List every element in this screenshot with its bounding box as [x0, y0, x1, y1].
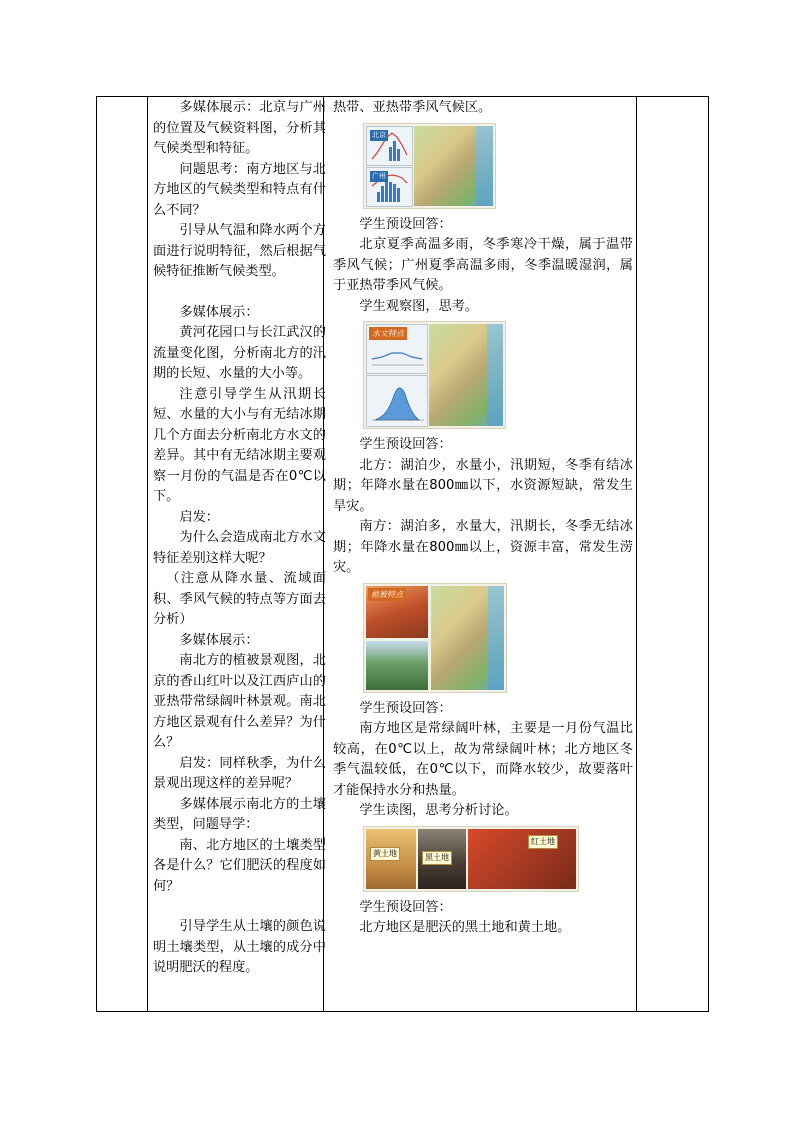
student-text: 北方：湖泊少，水量小，汛期短，冬季有结冰期；年降水量在800㎜以下，水资源短缺，常发生旱灾。 [333, 457, 633, 514]
student-text: 南方：湖泊多，水量大，汛期长，冬季无结冰期；年降水量在800㎜以上，资源丰富，常发生涝灾。 [333, 519, 633, 575]
teacher-text: （注意从降水量、流域面积、季风气候的特点等方面去分析） [153, 571, 326, 627]
soil-figure [363, 826, 579, 892]
teacher-text: 引导学生从土壤的颜色说明土壤类型，从土壤的成分中说明肥沃的程度。 [153, 919, 326, 975]
teacher-text: 启发： [179, 509, 219, 525]
teacher-text: 多媒体展示： [179, 304, 259, 320]
xiangshan-red-leaves-photo [366, 586, 428, 638]
huanghe-flow-chart [366, 324, 428, 374]
teacher-text: 南、北方地区的土壤类型各是什么？它们肥沃的程度如何？ [153, 837, 326, 894]
teacher-text: 问题思考：南方地区与北方地区的气候类型和特点有什么不同？ [153, 161, 326, 218]
changjiang-chart-graphic [367, 376, 427, 426]
column-divider [636, 97, 637, 1011]
student-text: 学生读图，思考分析讨论。 [359, 803, 518, 818]
student-text: 学生观察图，思考。 [359, 298, 479, 314]
china-map [431, 586, 504, 690]
climate-figure [363, 123, 496, 209]
student-activity-column [330, 97, 635, 939]
red-soil-label: 红土地 [528, 835, 558, 849]
hydrology-figure [363, 321, 506, 429]
loess-label: 黄土地 [370, 847, 400, 861]
beijing-climate-chart [366, 126, 413, 166]
student-text: 热带、亚热带季风气候区。 [333, 100, 492, 115]
china-map [429, 324, 503, 426]
teacher-text: 多媒体展示：北京与广州的位置及气候资料图，分析其气候类型和特征。 [153, 100, 326, 156]
vegetation-figure [363, 583, 507, 693]
black-soil-label: 黑土地 [422, 851, 452, 865]
teacher-text: 引导从气温和降水两个方面进行说明特征，然后根据气候特征推断气候类型。 [153, 223, 326, 279]
china-map [414, 126, 493, 206]
vegetation-ribbon: 植被特点 [368, 588, 406, 601]
student-text: 学生预设回答： [359, 437, 452, 452]
teacher-text: 多媒体展示： [179, 632, 259, 648]
student-text: 北方地区是肥沃的黑土地和黄土地。 [359, 920, 571, 935]
loess-photo [366, 829, 416, 889]
changjiang-flow-chart [366, 375, 428, 427]
beijing-label: 北京 [372, 130, 386, 139]
teacher-text: 启发：同样秋季，为什么景观出现这样的差异呢？ [153, 755, 326, 791]
teacher-text: 黄河花园口与长江武汉的流量变化图，分析南北方的汛期的长短、水量的大小等。 [153, 325, 326, 381]
teacher-text: 为什么会造成南北方水文特征差别这样大呢？ [153, 530, 326, 566]
teacher-text: 注意引导学生从汛期长短、水量的大小与有无结冰期几个方面去分析南北方水文的差异。其中有无结冰期主要观察一月份的气温是否在0℃以下。 [153, 386, 326, 504]
black-soil-photo [418, 829, 466, 889]
student-text: 南方地区是常绿阔叶林，主要是一月份气温比较高，在0℃以上，故为常绿阔叶林；北方地区冬季气温较低，在0℃以下，而降水较少，故要落叶才能保持水分和热量。 [333, 721, 633, 798]
student-text: 学生预设回答： [359, 899, 452, 915]
guangzhou-climate-chart [366, 167, 413, 207]
teacher-text: 南北方的植被景观图，北京的香山红叶以及江西庐山的亚热带常绿阔叶林景观。南北方地区景观有什么差异？为什么？ [153, 653, 326, 750]
guangzhou-label: 广州 [372, 171, 386, 180]
lesson-table [96, 96, 709, 1012]
teacher-activity-column [148, 97, 330, 979]
hydrology-ribbon: 水文特点 [369, 327, 407, 340]
red-soil-photo [468, 829, 576, 889]
student-text: 北京夏季高温多雨，冬季寒冷干燥，属于温带季风气候；广州夏季高温多雨，冬季温暖湿润，属于亚热带季风气候。 [333, 237, 633, 293]
student-text: 学生预设回答： [359, 216, 452, 232]
teacher-text: 多媒体展示南北方的土壤类型，问题导学： [153, 796, 326, 832]
student-text: 学生预设回答： [359, 700, 452, 716]
lushan-forest-photo [366, 641, 428, 690]
